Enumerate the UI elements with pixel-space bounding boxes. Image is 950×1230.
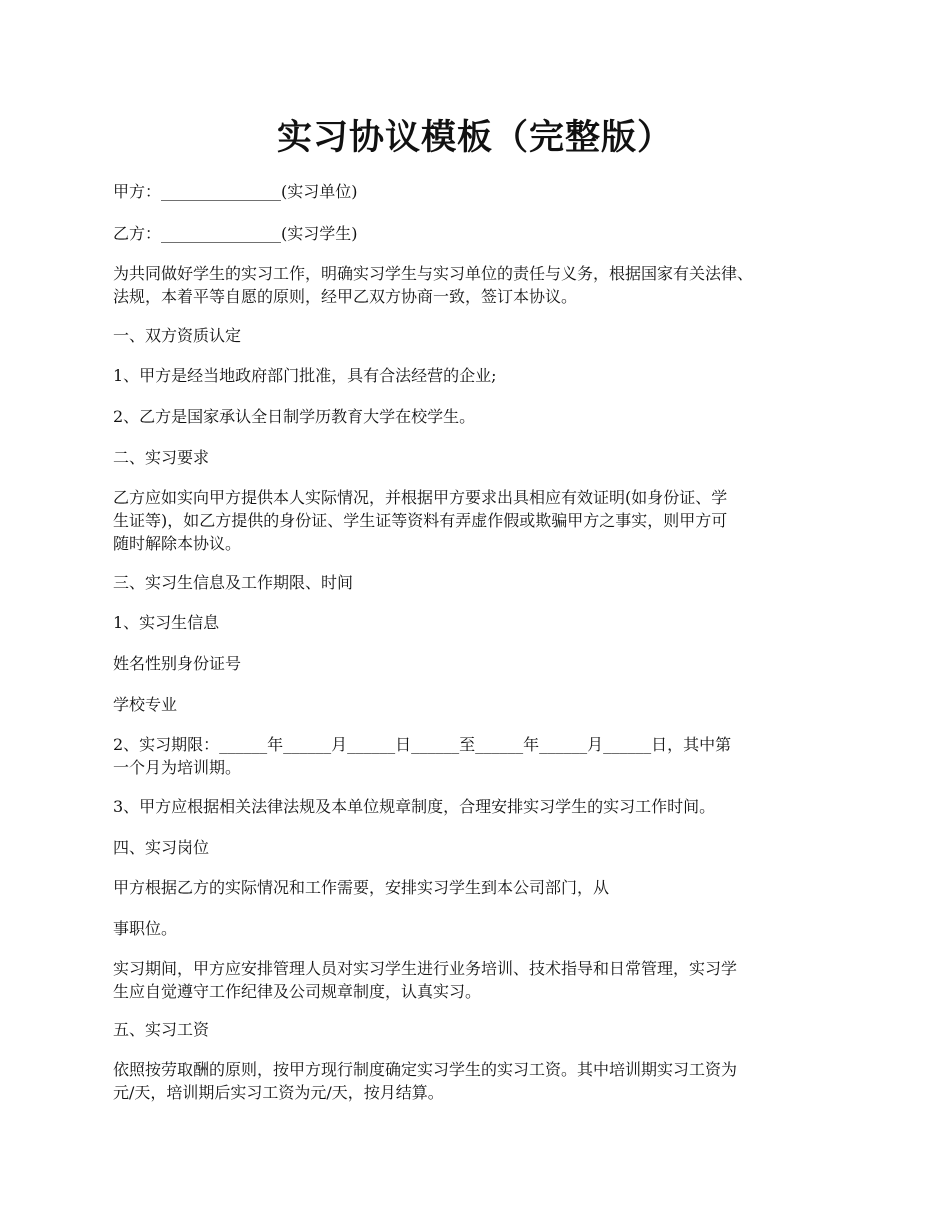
text-line: 甲方：_______________(实习单位) <box>113 182 358 201</box>
text-line: 法规，本着平等自愿的原则，经甲乙双方协商一致，签订本协议。 <box>113 287 578 306</box>
section-heading-2 <box>113 446 848 469</box>
clause-1-2 <box>113 405 848 428</box>
text-line: 2、乙方是国家承认全日制学历教育大学在校学生。 <box>113 407 476 426</box>
document-title: 实习协议模板（完整版） <box>276 117 673 158</box>
text-line: 生证等)，如乙方提供的身份证、学生证等资料有弄虚作假或欺骗甲方之事实，则甲方可 <box>113 511 728 530</box>
text-line: 2、实习期限：______年______月______日______至______年______月______日，其中第 <box>113 735 732 754</box>
text-line: 随时解除本协议。 <box>113 534 242 553</box>
text-line: 姓名性别身份证号 <box>113 654 242 673</box>
text-line: 事职位。 <box>113 919 178 938</box>
text-line: 五、实习工资 <box>113 1020 210 1039</box>
text-line: 一个月为培训期。 <box>113 758 242 777</box>
text-line: 为共同做好学生的实习工作，明确实习学生与实习单位的责任与义务，根据国家有关法律、 <box>113 264 754 283</box>
intro-paragraph <box>113 262 848 308</box>
clause-3-2 <box>113 733 848 779</box>
section-heading-5 <box>113 1018 848 1041</box>
text-line: 生应自觉遵守工作纪律及公司规章制度，认真实习。 <box>113 982 482 1001</box>
text-line: 依照按劳取酬的原则，按甲方现行制度确定实习学生的实习工资。其中培训期实习工资为 <box>113 1060 738 1079</box>
text-line: 1、实习生信息 <box>113 613 220 632</box>
intern-info-fields-2 <box>113 693 848 716</box>
text-line: 元/天，培训期后实习工资为元/天，按月结算。 <box>113 1083 444 1102</box>
text-line: 甲方根据乙方的实际情况和工作需要，安排实习学生到本公司部门，从 <box>113 878 610 897</box>
text-line: 3、甲方应根据相关法律法规及本单位规章制度，合理安排实习学生的实习工作时间。 <box>113 797 716 816</box>
section-5-body <box>113 1058 848 1104</box>
text-line: 1、甲方是经当地政府部门批准，具有合法经营的企业; <box>113 366 497 385</box>
text-line: 一、双方资质认定 <box>113 326 242 345</box>
section-4-body-1 <box>113 876 848 899</box>
text-line: 实习期间，甲方应安排管理人员对实习学生进行业务培训、技术指导和日常管理，实习学 <box>113 959 738 978</box>
clause-3-3 <box>113 795 848 818</box>
section-2-body <box>113 486 848 555</box>
section-4-body-3 <box>113 957 848 1003</box>
section-heading-1 <box>113 324 848 347</box>
intern-info-fields-1 <box>113 652 848 675</box>
section-4-body-2 <box>113 917 848 940</box>
text-line: 四、实习岗位 <box>113 838 210 857</box>
clause-1-1 <box>113 364 848 387</box>
text-line: 三、实习生信息及工作期限、时间 <box>113 573 354 592</box>
party-a-line <box>113 180 848 203</box>
clause-3-1 <box>113 611 848 634</box>
party-b-line <box>113 222 848 245</box>
text-line: 乙方：_______________(实习学生) <box>113 224 358 243</box>
text-line: 学校专业 <box>113 695 178 714</box>
text-line: 二、实习要求 <box>113 448 210 467</box>
text-line: 乙方应如实向甲方提供本人实际情况，并根据甲方要求出具相应有效证明(如身份证、学 <box>113 488 728 507</box>
section-heading-3 <box>113 571 848 594</box>
section-heading-4 <box>113 836 848 859</box>
